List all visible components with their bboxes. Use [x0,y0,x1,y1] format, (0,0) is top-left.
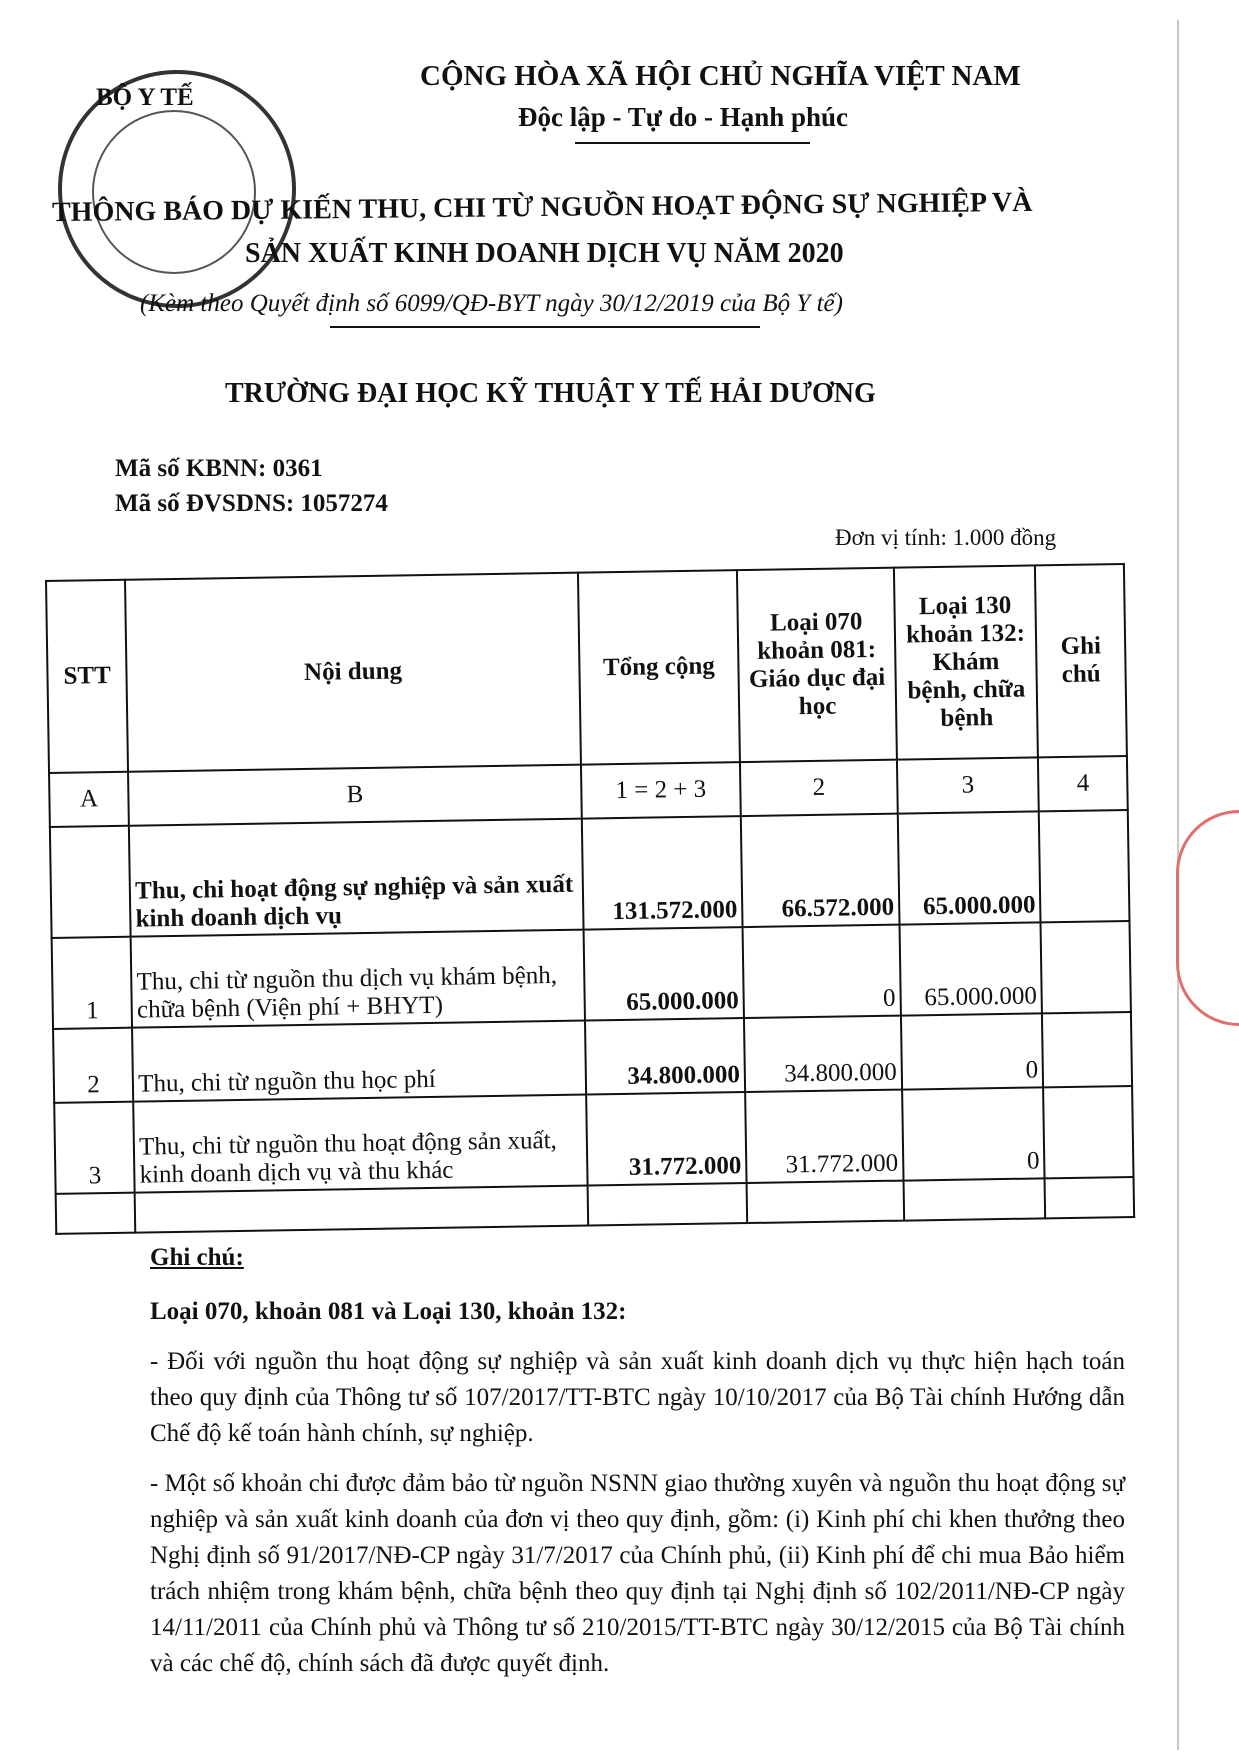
seal-emblem-icon [92,110,256,274]
table-row [52,921,1131,1029]
row-stt: 2 [53,1028,133,1103]
row-stt: 3 [54,1102,135,1194]
row-loai070: 34.800.000 [744,1016,902,1092]
row-total: 31.772.000 [586,1092,747,1185]
empty-cell [135,1186,588,1233]
kbnn-code: Mã số KBNN: 0361 [115,455,323,482]
empty-cell [903,1178,1045,1220]
row-loai130: 0 [901,1013,1044,1089]
row-content: Thu, chi hoạt động sự nghiệp và sản xuất kinh doanh dịch vụ [129,819,583,937]
row-content: Thu, chi từ nguồn thu học phí [132,1021,586,1102]
document-title-line2: SẢN XUẤT KINH DOANH DỊCH VỤ NĂM 2020 [245,238,844,269]
row-total: 65.000.000 [583,927,744,1020]
header-content: Nội dung [125,573,581,772]
header-loai130: Loại 130 khoản 132: Khám bệnh, chữa bệnh [894,565,1038,759]
row-loai070: 31.772.000 [745,1090,903,1183]
empty-cell [747,1181,904,1223]
nation-motto: Độc lập - Tự do - Hạnh phúc [518,102,849,132]
seal-text: BỘ Y TẾ [96,84,194,111]
header-loai070: Loại 070 khoản 081: Giáo dục đại học [737,568,897,762]
row-total: 131.572.000 [582,816,743,929]
index-cell: 3 [897,757,1039,813]
row-note [1041,921,1131,1013]
empty-cell [56,1193,136,1234]
dvsdns-code: Mã số ĐVSDNS: 1057274 [115,490,388,517]
red-seal-icon [1176,810,1239,1026]
school-name: TRƯỜNG ĐẠI HỌC KỸ THUẬT Y TẾ HẢI DƯƠNG [225,378,876,409]
notes-paragraph-2: - Một số khoản chi được đảm bảo từ nguồn NSNN giao thường xuyên và nguồn thu hoạt động sự nghiệp và sản xuất kinh doanh của đơn vị theo quy định, gồm: (i) Kinh phí chi khen thưởng theo Nghị định số 91/2017/NĐ-CP ngày 31/7/2017 của Chính phủ, (ii) Kinh phí để chi mua Bảo hiểm trách nhiệm trong khám bệnh, chữa bệnh theo quy định tại Nghị định số 102/2011/NĐ-CP ngày 14/11/2011 của Chính phủ và Thông tư số 210/2015/TT-BTC ngày 30/12/2015 của Bộ Tài chính và các chế độ, chính sách đã được quyết định. [150,1470,1125,1677]
row-stt [50,826,131,938]
notes-section [150,1240,1125,1682]
row-note [1039,810,1129,922]
nation-header: CỘNG HÒA XÃ HỘI CHỦ NGHĨA VIỆT NAM [420,60,1021,92]
empty-cell [587,1183,747,1225]
row-content: Thu, chi từ nguồn thu dịch vụ khám bệnh, chữa bệnh (Viện phí + BHYT) [131,930,585,1028]
row-note [1043,1086,1133,1178]
row-loai130: 65.000.000 [898,811,1041,924]
decision-underline [330,326,760,328]
table-row [54,1086,1133,1194]
row-note [1042,1012,1132,1087]
index-cell: B [128,765,581,826]
document-title-line1: THÔNG BÁO DỰ KIẾN THU, CHI TỪ NGUỒN HOẠT ĐỘNG SỰ NGHIỆP VÀ [51,186,1033,229]
row-loai130: 65.000.000 [899,922,1042,1015]
header-total: Tổng cộng [578,570,740,764]
index-cell: 2 [740,760,898,816]
header-note: Ghi chú [1035,564,1127,757]
row-total: 34.800.000 [585,1018,745,1094]
table-header-row [46,564,1127,773]
row-loai070: 66.572.000 [741,814,900,927]
table-row [50,810,1130,938]
index-cell: A [49,772,129,827]
notes-subheading: Loại 070, khoản 081 và Loại 130, khoản 132: [150,1298,627,1325]
row-loai130: 0 [902,1087,1045,1180]
notes-heading: Ghi chú: [150,1244,244,1271]
header-stt: STT [46,580,128,773]
currency-unit: Đơn vị tính: 1.000 đồng [835,525,1057,550]
row-stt: 1 [52,937,133,1029]
row-content: Thu, chi từ nguồn thu hoạt động sản xuất, kinh doanh dịch vụ và thu khác [133,1095,587,1193]
decision-reference: (Kèm theo Quyết định số 6099/QĐ-BYT ngày 30/12/2019 của Bộ Y tế) [140,290,843,317]
notes-paragraph-1: - Đối với nguồn thu hoạt động sự nghiệp và sản xuất kinh doanh dịch vụ thực hiện hạch toán theo quy định của Thông tư số 107/2017/TT-BTC ngày 10/10/2017 của Bộ Tài chính Hướng dẫn Chế độ kế toán hành chính, sự nghiệp. [150,1348,1125,1447]
empty-cell [1045,1177,1134,1218]
index-cell: 1 = 2 + 3 [581,762,741,818]
budget-table [45,563,1135,1235]
motto-underline [575,142,810,144]
index-cell: 4 [1038,756,1128,811]
row-loai070: 0 [743,925,901,1018]
